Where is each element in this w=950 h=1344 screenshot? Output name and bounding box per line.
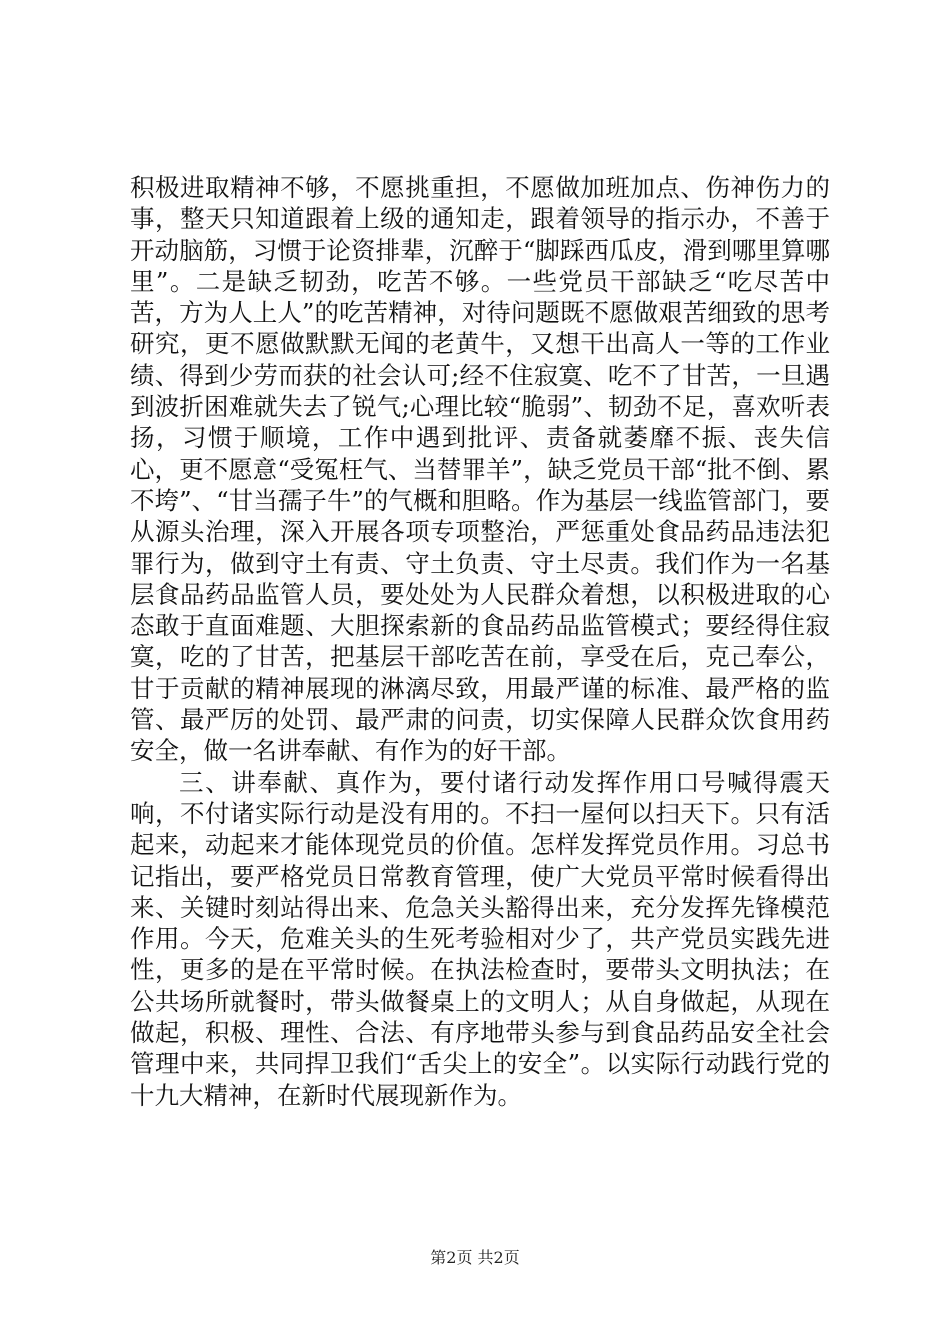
page-footer: 第2页 共2页 bbox=[430, 1248, 520, 1267]
document-body bbox=[130, 172, 830, 1111]
paragraph-section-three: 三、讲奉献、真作为，要付诸行动发挥作用口号喊得震天响，不付诸实际行动是没有用的。不扫一屋何以扫天下。只有活起来，动起来才能体现党员的价值。怎样发挥党员作用。习总书记指出，要严格党员日常教育管理，使广大党员平常时候看得出来、关键时刻站得出来、危急关头豁得出来，充分发挥先锋模范作用。今天，危难关头的生死考验相对少了，共产党员实践先进性，更多的是在平常时候。在执法检查时，要带头文明执法；在公共场所就餐时，带头做餐桌上的文明人；从自身做起，从现在做起，积极、理性、合法、有序地带头参与到食品药品安全社会管理中来，共同捍卫我们“舌尖上的安全”。以实际行动践行党的十九大精神，在新时代展现新作为。 bbox=[130, 767, 830, 1110]
paragraph-continued: 积极进取精神不够，不愿挑重担，不愿做加班加点、伤神伤力的事，整天只知道跟着上级的通知走，跟着领导的指示办，不善于开动脑筋，习惯于论资排辈，沉醉于“脚踩西瓜皮，滑到哪里算哪里”。二是缺乏韧劲，吃苦不够。一些党员干部缺乏“吃尽苦中苦，方为人上人”的吃苦精神，对待问题既不愿做艰苦细致的思考研究，更不愿做默默无闻的老黄牛，又想干出高人一等的工作业绩、得到少劳而获的社会认可;经不住寂寞、吃不了甘苦，一旦遇到波折困难就失去了锐气;心理比较“脆弱”、韧劲不足，喜欢听表扬，习惯于顺境，工作中遇到批评、责备就萎靡不振、丧失信心，更不愿意“受冤枉气、当替罪羊”，缺乏党员干部“批不倒、累不垮”、“甘当孺子牛”的气概和胆略。作为基层一线监管部门，要从源头治理，深入开展各项专项整治，严惩重处食品药品违法犯罪行为，做到守土有责、守土负责、守土尽责。我们作为一名基层食品药品监管人员，要处处为人民群众着想，以积极进取的心态敢于直面难题、大胆探索新的食品药品监管模式；要经得住寂寞，吃的了甘苦，把基层干部吃苦在前，享受在后，克己奉公，甘于贡献的精神展现的淋漓尽致，用最严谨的标准、最严格的监管、最严厉的处罚、最严肃的问责，切实保障人民群众饮食用药安全，做一名讲奉献、有作为的好干部。 bbox=[130, 173, 830, 766]
